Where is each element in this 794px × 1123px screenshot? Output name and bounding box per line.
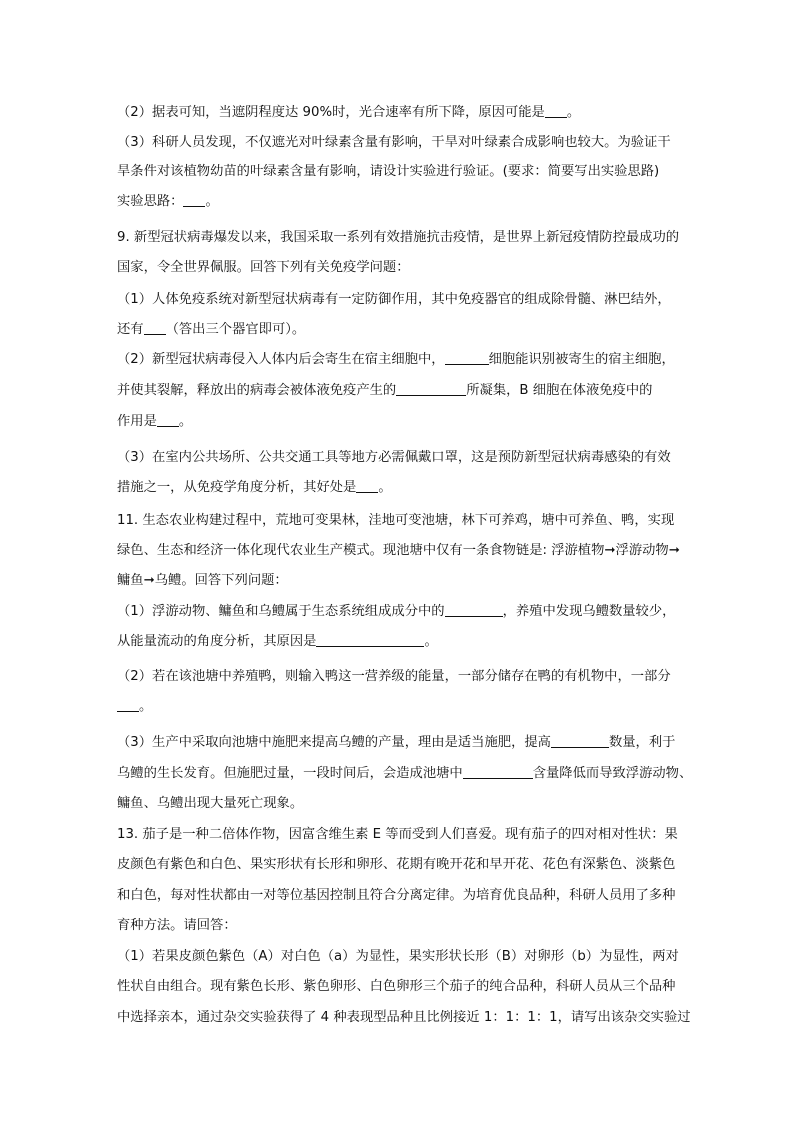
- q11-part3-line1: （3）生产中采取向池塘中施肥来提高乌鳢的产量，理由是适当施肥，提高 数量，利于: [117, 735, 676, 750]
- q13-intro-line4: 育种方法。请回答：: [117, 918, 237, 933]
- q8-part2: （2）据表可知，当遮阴程度达 90%时，光合速率有所下降，原因可能是 。: [117, 105, 581, 120]
- answer-blank: [117, 697, 139, 712]
- answer-blank: [445, 602, 503, 617]
- q9-part1-line1: （1）人体免疫系统对新型冠状病毒有一定防御作用，其中免疫器官的组成除骨髓、淋巴结外，: [117, 292, 671, 307]
- q8-part3-line3: 实验思路： 。: [117, 194, 219, 209]
- q11-part2-line1: （2）若在该池塘中养殖鸭，则输入鸭这一营养级的能量，一部分储存在鸭的有机物中，一部分: [117, 669, 671, 684]
- q8-part3-line2: 旱条件对该植物幼苗的叶绿素含量有影响，请设计实验进行验证。(要求：简要写出实验思路): [117, 164, 660, 179]
- answer-blank: [545, 103, 567, 118]
- q9-part2-line2: 并使其裂解，释放出的病毒会被体液免疫产生的 所凝集，B 细胞在体液免疫中的: [117, 383, 653, 398]
- answer-blank: [183, 192, 205, 207]
- answer-blank: [157, 412, 179, 427]
- answer-blank: [551, 733, 609, 748]
- q11-intro-line3: 鳙鱼➞乌鳢。回答下列问题：: [117, 573, 288, 588]
- q11-part3-line3: 鳙鱼、乌鳢出现大量死亡现象。: [117, 796, 304, 811]
- answer-blank: [396, 381, 466, 396]
- q9-part3-line2: 措施之一，从免疫学角度分析，其好处是 。: [117, 480, 392, 495]
- q13-intro-line2: 皮颜色有紫色和白色、果实形状有长形和卵形、花期有晚开花和早开花、花色有深紫色、淡紫色: [117, 857, 676, 872]
- q13-part1-line1: （1）若果皮颜色紫色（A）对白色（a）为显性，果实形状长形（B）对卵形（b）为显性，两对: [117, 949, 679, 964]
- q9-intro-line2: 国家，令全世界佩服。回答下列有关免疫学问题：: [117, 260, 410, 275]
- answer-blank: [356, 478, 378, 493]
- q11-intro-line1: 11. 生态农业构建过程中，荒地可变果林，洼地可变池塘，林下可养鸡，塘中可养鱼、鸭，实现: [117, 513, 675, 528]
- q11-part1-line1: （1）浮游动物、鳙鱼和乌鳢属于生态系统组成成分中的 ，养殖中发现乌鳢数量较少，: [117, 604, 676, 619]
- q9-part3-line1: （3）在室内公共场所、公共交通工具等地方必需佩戴口罩，这是预防新型冠状病毒感染的有效: [117, 450, 671, 465]
- q13-part1-line2: 性状自由组合。现有紫色长形、紫色卵形、白色卵形三个茄子的纯合品种，科研人员从三个品种: [117, 979, 676, 994]
- q11-part2-line2: 。: [117, 697, 707, 717]
- q9-intro-line1: 9. 新型冠状病毒爆发以来，我国采取一系列有效措施抗击疫情，是世界上新冠疫情防控最成功的: [117, 230, 680, 245]
- answer-blank: [463, 764, 533, 779]
- answer-blank: [144, 320, 166, 335]
- q11-part1-line2: 从能量流动的角度分析，其原因是 。: [117, 634, 438, 649]
- q11-intro-line2: 绿色、生态和经济一体化现代农业生产模式。现池塘中仅有一条食物链是: 浮游植物➞浮游动物➞: [117, 543, 680, 558]
- answer-blank: [316, 632, 424, 647]
- q9-part2-line3: 作用是 。: [117, 414, 193, 429]
- q13-intro-line3: 和白色，每对性状都由一对等位基因控制且符合分离定律。为培育优良品种，科研人员用了多种: [117, 888, 676, 903]
- q8-part3-line1: （3）科研人员发现，不仅遮光对叶绿素含量有影响，干旱对叶绿素合成影响也较大。为验证干: [117, 135, 671, 150]
- q11-part3-line2: 乌鳢的生长发育。但施肥过量，一段时间后，会造成池塘中 含量降低而导致浮游动物、: [117, 766, 693, 781]
- q9-part2-line1: （2）新型冠状病毒侵入人体内后会寄生在宿主细胞中， 细胞能识别被寄生的宿主细胞，: [117, 352, 675, 367]
- q9-part1-line2: 还有 （答出三个器官即可）。: [117, 322, 306, 337]
- q13-intro-line1: 13. 茄子是一种二倍体作物，因富含维生素 E 等而受到人们喜爱。现有茄子的四对相对性状：果: [117, 827, 678, 842]
- q13-part1-line3: 中选择亲本，通过杂交实验获得了 4 种表现型品种且比例接近 1：1：1：1，请写出该杂交实验过: [117, 1010, 691, 1025]
- answer-blank: [445, 350, 489, 365]
